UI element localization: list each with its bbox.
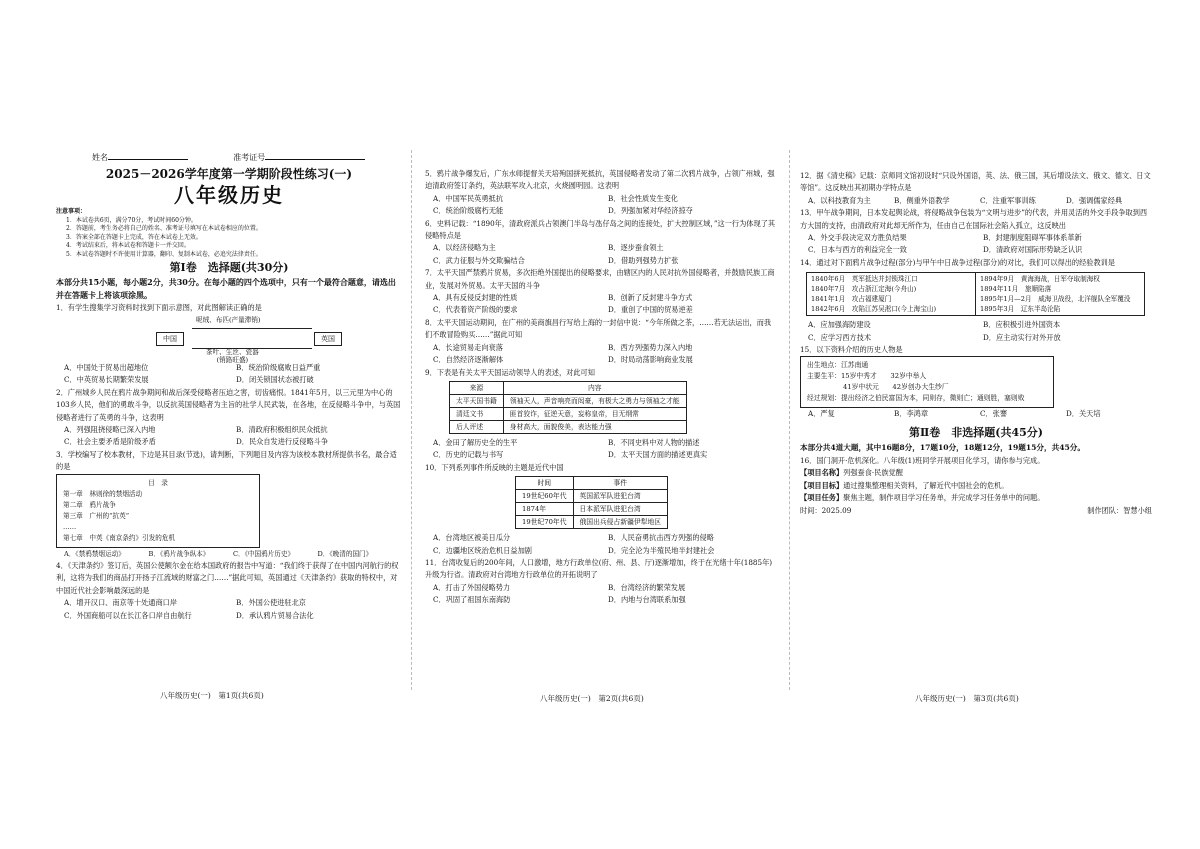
biography-box (800, 356, 1054, 408)
project-team: 制作团队：智慧小组 (1087, 505, 1152, 515)
option-b[interactable]: B．外国公使进驻北京 (236, 598, 306, 608)
option-b[interactable]: B．创新了反封建斗争方式 (608, 293, 693, 303)
question-10 (425, 462, 777, 557)
part2-title: 第Ⅱ卷 非选择题(共45分) (909, 425, 1043, 439)
toc-item: 第三章 广州的“抗英” (63, 511, 130, 520)
option-b[interactable]: B．逐步蚕食领土 (608, 243, 664, 253)
id-label: 准考证号 (233, 153, 266, 162)
diagram-top-label: 呢绒、布匹(产量滞销) (196, 315, 261, 324)
option-a[interactable]: A．列强阻挠侵略已深入内地 (64, 425, 156, 434)
question-15 (800, 344, 1152, 421)
part1-title: 第Ⅰ卷 选择题(共30分) (169, 260, 289, 274)
option-a[interactable]: A．打击了外国侵略势力 (433, 582, 511, 592)
table-row (450, 394, 687, 407)
events-table (515, 476, 668, 529)
bio-line: 41岁中状元 42岁创办大生纱厂 (843, 383, 949, 392)
question-6 (425, 218, 777, 268)
diagram-britain-box: 英国 (314, 332, 342, 346)
option-a[interactable]: A．外交手段决定双方胜负结果 (808, 233, 907, 243)
question-stem: 2．广州城乡人民在鸦片战争期间和战后深受侵略者压迫之害，切齿痛恨。1841年5月，以三元里为中心的103乡人民，他们的勇敢斗争，以反抗英国侵略者为主旨的社学人民武装，在各地，在反侵略斗争中，与英国侵略者进行了英勇的斗争，这表明 (56, 387, 401, 422)
opium-war-cell (807, 273, 976, 316)
option-c[interactable]: C．张謇 (980, 409, 1008, 419)
option-d[interactable]: D．应主动实行对外开放 (983, 332, 1061, 342)
table-cell: 19世纪60年代 (516, 490, 574, 503)
question-stem: 13．甲午战争期间，日本发起舆论战，将侵略战争包装为“文明与进步”的代表，并用灵活的外交手段争取到西方大国的支持，由清政府对此却无所作为，任由自己在国际社会陷入孤立，这反映出 (800, 208, 1148, 230)
exam-title: 2025－2026学年度第一学期阶段性练习(一) (105, 167, 353, 181)
option-b[interactable]: B．不同史料中对人物的描述 (608, 437, 700, 447)
table-row (450, 420, 687, 433)
question-stem: 6．史料记载：“1890年，清政府派兵占领澳门半岛与氹仔岛之间的连接处，扩大控制区域，”这一行为体现了其侵略特点是 (425, 218, 776, 241)
option-c[interactable]: C．中英贸易长期繁荣发展 (64, 375, 149, 385)
bio-line: 经过规划：提出经济之伯民富国为本，同则存，微则亡；通则胜，塞则败 (807, 394, 1025, 403)
column-divider (789, 150, 790, 690)
question-stem: 7．太平天国严禁鸦片贸易，多次拒绝外国提出的侵略要求，由辖区内的人民对抗外国侵略者，并鼓励民族工商业，发展对外贸易。太平天国的斗争 (425, 268, 775, 290)
option-b[interactable]: B．清政府积极组织民众抵抗 (236, 425, 328, 434)
toc-item: 第二章 鸦片战争 (63, 500, 116, 509)
note-item: 2．答题前，考生务必将自己的姓名、准考证号填写在本试卷相应的位置。 (66, 225, 262, 233)
option-c[interactable]: C．边疆地区统治危机日益加剧 (433, 545, 532, 555)
timeline-row: 1894年11月 旅顺陷落 (980, 285, 1052, 294)
question-stem: 14．通过对下面鸦片战争过程(部分)与甲午中日战争过程(部分)的对比，我们可以得出的经验教训是 (800, 257, 1116, 267)
question-stem: 5．鸦片战争爆发后，广东水师提督关天培殉国拼死抵抗，英国侵略者发动了第二次鸦片战争，占领广州城，强迫清政府签订条约，英法联军攻入北京，火烧圆明园。这表明 (425, 169, 775, 191)
question-16 (800, 455, 1152, 517)
page-footer: 八年级历史(一) 第3页(共6页) (915, 694, 1019, 703)
question-4 (56, 560, 402, 622)
bio-line: 主要生平：15岁中秀才 32岁中举人 (807, 372, 927, 381)
timeline-row: 1894年9月 黄海海战，日军夺取制海权 (980, 275, 1100, 284)
project-goal-value: 通过搜集整理相关资料，了解近代中国社会的危机。 (843, 480, 1009, 490)
option-b[interactable]: B．李鸿章 (894, 409, 929, 419)
option-d[interactable]: D．闭关锁国状态被打破 (236, 375, 314, 385)
question-12 (800, 170, 1152, 207)
option-a[interactable]: A．增开汉口、南京等十处通商口岸 (64, 598, 178, 608)
table-cell: 太平天国书籍 (450, 394, 504, 407)
table-row (516, 516, 668, 529)
project-meta (800, 505, 1152, 517)
question-5 (425, 168, 777, 218)
project-name-label: 【项目名称】 (800, 468, 844, 478)
war-comparison-table (806, 272, 1145, 316)
option-a[interactable]: A．以科技教育为主 (808, 195, 871, 205)
timeline-row: 1841年1月 攻占福建厦门 (811, 295, 892, 304)
question-stem: 1．有学生搜集学习资料时找到下面示意图，对此图解读正确的是 (56, 302, 262, 312)
note-item: 1．本试卷共6页，满分70分，考试时间60分钟。 (66, 216, 197, 224)
timeline-row: 1842年6月 攻陷江苏吴淞口(今上海宝山) (811, 305, 937, 314)
diagram-china-box: 中国 (156, 332, 184, 346)
table-cell: 英国派军队进犯台湾 (573, 490, 668, 503)
question-stem: 15．以下资料介绍的历史人物是 (800, 345, 903, 355)
table-header: 事件 (573, 477, 668, 490)
option-b[interactable]: B．应积极引进外国资本 (983, 320, 1061, 330)
question-9 (425, 367, 777, 462)
option-c[interactable]: C．武力征服与外交欺骗结合 (433, 255, 525, 265)
timeline-row: 1840年6月 英军抵达并封锁珠江口 (811, 275, 918, 284)
option-d[interactable]: D．完全沦为半殖民地半封建社会 (608, 545, 715, 555)
table-cell: 清廷文书 (450, 407, 504, 420)
question-stem: 10．下列系列事件所反映的主题是近代中国 (425, 462, 564, 472)
note-item: 5．本试卷答题时不许使用计算器，翻印、复制本试卷，必追究法律责任。 (66, 250, 262, 258)
table-row (516, 490, 668, 503)
table-header: 时间 (516, 477, 574, 490)
option-a[interactable]: A．中国处于贸易出超地位 (64, 362, 149, 372)
student-info (56, 150, 402, 166)
option-a[interactable]: A．以经济侵略为主 (433, 243, 496, 253)
part2-instruction: 本部分共4道大题，其中16题8分，17题10分，18题12分，19题15分，共45分。 (800, 442, 1085, 452)
project-time: 时间：2025.09 (800, 505, 852, 515)
table-row (516, 503, 668, 516)
option-c[interactable]: C．日本与西方的利益完全一致 (808, 245, 907, 255)
question-2 (56, 387, 402, 449)
timeline-row: 1895年3月 辽东半岛沦陷 (980, 305, 1061, 314)
table-cell: 领袖天人，声音响亮而闳豪，有极大之勇力与领袖之才能 (503, 394, 686, 407)
source-table (449, 381, 687, 434)
option-a[interactable]: A．具有反侵反封建的性质 (433, 293, 518, 303)
page-footer: 八年级历史(一) 第2页(共6页) (540, 694, 644, 703)
option-c[interactable]: C．外国商船可以在长江各口岸自由航行 (64, 610, 192, 620)
page-footer: 八年级历史(一) 第1页(共6页) (160, 691, 264, 700)
table-cell: 身材高大，面貌俊美，表达能力强 (503, 420, 686, 433)
option-c[interactable]: C．自然经济逐渐解体 (433, 355, 504, 365)
name-label: 姓名 (92, 153, 108, 162)
name-field[interactable] (108, 159, 188, 160)
option-c[interactable]: C．应学习西方技术 (808, 332, 872, 342)
column-divider (411, 150, 412, 690)
option-a[interactable]: A．金田了解历史全的生平 (433, 437, 518, 447)
table-cell: 19世纪70年代 (516, 516, 574, 529)
project-name-value: 列强蚕食·民族觉醒 (843, 468, 903, 478)
note-item: 4．考试结束后，将本试卷和答题卡一并交回。 (66, 242, 190, 250)
option-c[interactable]: C．社会主要矛盾是阶级矛盾 (64, 437, 156, 447)
option-a[interactable]: A．《禁鸦禁烟运动》 (64, 549, 125, 558)
option-c[interactable]: C．统治阶级腐朽无能 (433, 206, 504, 216)
part1-instruction: 本部分共15小题，每小题2分，共30分。在每小题的四个选项中，只有一个最符合题意，请选出并在答题卡上将该项涂黑。 (56, 276, 396, 300)
option-d[interactable]: D．《晚清的国门》 (317, 549, 373, 558)
option-d[interactable]: D．重创了中国的贸易逆差 (608, 305, 693, 315)
diagram-arrow-top (192, 328, 312, 329)
option-b[interactable]: B．侧重外语教学 (894, 195, 950, 205)
page-3 (800, 170, 1152, 517)
question-stem: 4．《天津条约》签订后，英国公使额尔金在给本国政府的报告中写道：“我们终于获得了在中国内河航行的权利，这将为我们的商品打开扬子江流域的财富之门……”据此可知，英国通过《天津条约》获取的特权中，对中国近代社会影响最深远的是 (56, 561, 399, 595)
question-7 (425, 267, 777, 317)
diagram-bottom-text: 茶叶、生丝、瓷器 (206, 347, 259, 356)
table-cell: 日本派军队进犯台湾 (573, 503, 668, 516)
option-a[interactable]: A．长途贸易走向衰落 (433, 342, 503, 352)
question-stem: 8．太平天国运动期间，在广州的美商旗昌行写给上海的一封信中说：“今年所做之茶，……若无法运出，而我们不敢冒险购买……”据此可知 (425, 317, 772, 340)
table-cell: 匪首狡诈，征逆天意，妄称皇帝，目无纲常 (503, 407, 686, 420)
toc-item: 第七章 中英《南京条约》引发的危机 (63, 533, 176, 542)
option-d[interactable]: D．承认鸦片贸易合法化 (236, 610, 314, 620)
option-b[interactable]: B．社会性质发生变化 (608, 193, 678, 203)
question-3 (56, 449, 402, 560)
option-c[interactable]: C．《中国鸦片历史》 (233, 549, 295, 558)
table-header: 内容 (503, 381, 686, 394)
timeline-row: 1895年1月—2月 威海卫战役，北洋舰队全军覆没 (980, 295, 1131, 304)
page-2 (425, 168, 777, 607)
table-header: 来源 (450, 381, 504, 394)
option-a[interactable]: A．中国军民英勇抵抗 (433, 193, 503, 203)
bio-line: 出生地点：江苏南通 (807, 361, 869, 370)
option-d[interactable]: D．民众自发进行反侵略斗争 (236, 437, 329, 447)
option-c[interactable]: C．巩固了祖国东南海防 (433, 595, 511, 605)
option-d[interactable]: D．时局动荡影响商业发展 (608, 355, 693, 365)
diagram-bottom-label (206, 348, 259, 364)
trade-diagram (56, 314, 402, 362)
project-goal-label: 【项目目标】 (800, 480, 844, 490)
id-field[interactable] (265, 159, 365, 160)
notes-heading: 注意事项： (56, 208, 87, 215)
notes (56, 208, 402, 260)
question-stem: 3．学校编写了校本教材，下边是其目录(节选)，请判断，下列题目及内容为该校本教材所提供书名，最合适的是 (56, 449, 397, 472)
option-c[interactable]: C．代表着资产阶级的要求 (433, 305, 518, 315)
toc-item: …… (63, 522, 77, 531)
option-a[interactable]: A．严复 (808, 409, 835, 419)
option-d[interactable]: D．列强加紧对华经济掠夺 (608, 206, 693, 216)
question-stem: 12．据《清史稿》记载：京师同文馆初设时“只设外国语，英、法、俄三国，其后增设法文、俄文、德文、日文等馆”。这反映出其初期办学特点是 (800, 171, 1151, 193)
option-a[interactable]: A．应加强海防建设 (808, 320, 871, 330)
option-d[interactable]: D．内地与台湾联系加强 (608, 595, 686, 605)
option-d[interactable]: D．太平天国方面的描述更真实 (608, 450, 708, 460)
option-c[interactable]: C．注重军事训练 (980, 195, 1036, 205)
project-task (800, 492, 1152, 504)
question-14 (800, 257, 1152, 344)
question-stem: 9．下表是有关太平天国运动领导人的表述，对此可知 (425, 367, 595, 377)
table-of-contents-box (56, 474, 260, 548)
table-row (450, 407, 687, 420)
table-cell: 俄国出兵侵占新疆伊犁地区 (573, 516, 668, 529)
timeline-row: 1840年7月 攻占浙江定海(今舟山) (811, 285, 917, 294)
project-task-label: 【项目任务】 (800, 493, 844, 503)
toc-item: 第一章 林则徐的禁烟活动 (63, 489, 143, 498)
option-d[interactable]: D．借助列强势力扩张 (608, 255, 679, 265)
question-stem: 11．台湾收复后的200年间，人口激增，地方行政单位(府、州、县、厅)逐渐增加，终于在光绪十年(1885年)升级为行省。清政府对台湾地方行政单位的开拓说明了 (425, 557, 773, 580)
project-task-value: 聚焦主题，制作项目学习任务单，并完成学习任务单中的问题。 (843, 493, 1045, 503)
sino-japanese-war-cell (976, 273, 1145, 316)
question-stem: 16．国门洞开·危机深化。八年级(1)班同学开展项目化学习，请你参与完成。 (800, 455, 1045, 465)
question-1 (56, 302, 402, 387)
table-cell: 后人评述 (450, 420, 504, 433)
diagram-bottom-note: (销路旺盛) (216, 355, 249, 364)
option-d[interactable]: D．强调儒家经典 (1066, 195, 1123, 205)
option-b[interactable]: B．统治阶级腐败日益严重 (236, 362, 321, 372)
option-b[interactable]: B．封建制度阻碍军事体系革新 (983, 233, 1082, 243)
option-b[interactable]: B．《鸦片战争纵本》 (148, 549, 210, 558)
page-1 (56, 150, 402, 622)
subject-title: 八年级历史 (174, 183, 284, 207)
option-d[interactable]: D．清政府对国际形势缺乏认识 (983, 245, 1083, 255)
option-b[interactable]: B．台湾经济的繁荣发展 (608, 582, 686, 592)
question-11 (425, 557, 777, 607)
question-8 (425, 317, 777, 367)
table-cell: 1874年 (516, 503, 574, 516)
project-name (800, 467, 1152, 479)
option-c[interactable]: C．历史的记载与书写 (433, 450, 504, 460)
note-item: 3．答案全部在答题卡上完成，答在本试卷上无效。 (66, 233, 202, 241)
question-13 (800, 207, 1152, 257)
toc-title: 目 录 (148, 478, 168, 487)
option-b[interactable]: B．人民奋勇抗击西方列强的侵略 (608, 533, 714, 543)
project-goal (800, 480, 1152, 492)
option-b[interactable]: B．西方列强势力深入内地 (608, 342, 693, 352)
option-a[interactable]: A．台湾地区被美日瓜分 (433, 533, 511, 543)
option-d[interactable]: D．关天培 (1066, 409, 1101, 419)
